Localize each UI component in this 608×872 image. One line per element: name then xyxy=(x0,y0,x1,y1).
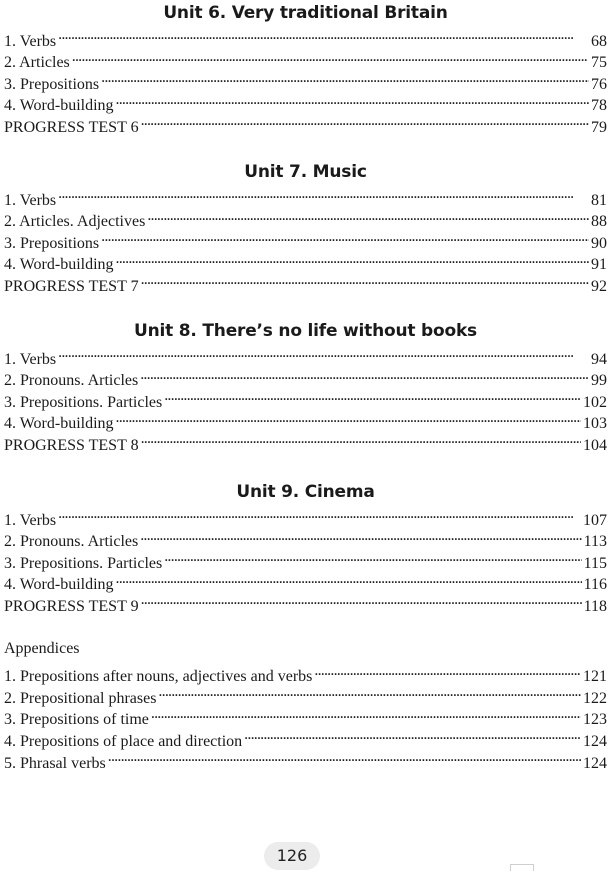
toc-entry-page: 118 xyxy=(583,597,607,615)
unit-title: Unit 7. Music xyxy=(244,162,367,182)
toc-entry-page: 88 xyxy=(591,213,607,231)
unit-9-section xyxy=(4,481,607,615)
toc-entry-page: 79 xyxy=(591,118,607,136)
appendices-heading: Appendices xyxy=(4,640,80,657)
appendices-section xyxy=(4,638,607,772)
toc-entry-label: 3. Prepositions of time xyxy=(4,711,149,729)
toc-entry-page: 94 xyxy=(591,350,607,368)
toc-entry-page: 124 xyxy=(583,754,607,772)
toc-entry-page: 102 xyxy=(583,393,607,411)
unit-6-section xyxy=(4,2,607,136)
toc-entry-page: 81 xyxy=(591,191,607,209)
toc-entry-label: 4. Word-building xyxy=(4,576,114,594)
toc-entry-page: 99 xyxy=(591,372,607,390)
dot-leader xyxy=(164,385,581,407)
dot-leader xyxy=(141,269,589,291)
unit-title: Unit 9. Cinema xyxy=(236,482,375,502)
toc-entry-page: 124 xyxy=(583,732,607,750)
dot-leader xyxy=(101,67,589,89)
toc-entry-label: 2. Articles xyxy=(4,54,70,72)
toc-entry-page: 90 xyxy=(591,234,607,252)
dot-leader xyxy=(116,89,589,111)
toc-entry-label: 1. Verbs xyxy=(4,32,57,50)
toc-entry-label: 3. Prepositions xyxy=(4,75,100,93)
dot-leader xyxy=(140,364,589,386)
toc-entry-page: 78 xyxy=(591,97,607,115)
toc-entry-page: 104 xyxy=(583,436,607,454)
toc-entry[interactable] xyxy=(4,364,607,390)
toc-entry-label: PROGRESS TEST 7 xyxy=(4,277,139,295)
toc-entry-label: 2. Prepositional phrases xyxy=(4,689,157,707)
toc-entry-label: 1. Prepositions after nouns, adjectives and verbs xyxy=(4,668,313,686)
toc-entry-label: PROGRESS TEST 6 xyxy=(4,118,139,136)
dot-leader xyxy=(116,407,581,429)
toc-entry-label: 4. Word-building xyxy=(4,415,114,433)
corner-mark xyxy=(510,864,534,871)
toc-entry-page: 107 xyxy=(583,511,607,529)
dot-leader xyxy=(58,183,589,205)
dot-leader xyxy=(141,428,581,450)
toc-entry-label: 3. Prepositions xyxy=(4,234,100,252)
dot-leader xyxy=(314,660,581,682)
toc-entry-label: PROGRESS TEST 9 xyxy=(4,597,139,615)
dot-leader xyxy=(58,342,589,364)
page-number: 126 xyxy=(264,842,320,870)
dot-leader xyxy=(116,568,582,590)
dot-leader xyxy=(58,503,581,525)
toc-entry-label: 4. Prepositions of place and direction xyxy=(4,732,243,750)
toc-entry-label: 4. Word-building xyxy=(4,97,114,115)
dot-leader xyxy=(108,746,581,768)
unit-8-section xyxy=(4,320,607,454)
toc-entry[interactable] xyxy=(4,503,607,529)
dot-leader xyxy=(141,110,589,132)
toc-entry-label: 3. Prepositions. Particles xyxy=(4,393,163,411)
toc-entry[interactable] xyxy=(4,660,607,686)
toc-entry-label: 1. Verbs xyxy=(4,511,57,529)
dot-leader xyxy=(116,248,589,270)
toc-entry[interactable] xyxy=(4,183,607,209)
toc-entry-page: 76 xyxy=(591,75,607,93)
toc-entry-label: 2. Articles. Adjectives xyxy=(4,213,146,231)
toc-entry-page: 123 xyxy=(583,711,607,729)
toc-entry-page: 113 xyxy=(583,533,607,551)
dot-leader xyxy=(58,24,589,46)
toc-entry-page: 122 xyxy=(583,689,607,707)
dot-leader xyxy=(151,703,581,725)
toc-entry[interactable] xyxy=(4,342,607,368)
unit-7-section xyxy=(4,161,607,295)
toc-entry[interactable] xyxy=(4,46,607,72)
toc-entry-page: 116 xyxy=(583,576,607,594)
unit-title: Unit 8. There’s no life without books xyxy=(134,321,477,341)
toc-entry-page: 75 xyxy=(591,54,607,72)
toc-entry[interactable] xyxy=(4,205,607,231)
toc-entry-label: 5. Phrasal verbs xyxy=(4,754,106,772)
toc-entry-page: 103 xyxy=(583,415,607,433)
toc-entry-page: 115 xyxy=(583,554,607,572)
toc-entry-page: 91 xyxy=(591,256,607,274)
toc-entry-label: 4. Word-building xyxy=(4,256,114,274)
toc-entry-label: 2. Pronouns. Articles xyxy=(4,533,139,551)
toc-entry-page: 92 xyxy=(591,277,607,295)
dot-leader xyxy=(244,724,581,746)
toc-entry-page: 121 xyxy=(583,668,607,686)
dot-leader xyxy=(141,589,582,611)
dot-leader xyxy=(140,525,581,547)
toc-entry-label: 1. Verbs xyxy=(4,350,57,368)
toc-entry-label: 1. Verbs xyxy=(4,191,57,209)
unit-title: Unit 6. Very traditional Britain xyxy=(163,3,448,23)
dot-leader xyxy=(147,205,589,227)
toc-entry[interactable] xyxy=(4,24,607,50)
toc-entry[interactable] xyxy=(4,67,607,93)
toc-entry-page: 68 xyxy=(591,32,607,50)
toc-entry-label: 3. Prepositions. Particles xyxy=(4,554,163,572)
dot-leader xyxy=(158,681,581,703)
dot-leader xyxy=(164,546,581,568)
dot-leader xyxy=(101,226,589,248)
toc-entry[interactable] xyxy=(4,525,607,551)
dot-leader xyxy=(72,46,589,68)
toc-entry-label: 2. Pronouns. Articles xyxy=(4,372,139,390)
toc-entry-label: PROGRESS TEST 8 xyxy=(4,436,139,454)
